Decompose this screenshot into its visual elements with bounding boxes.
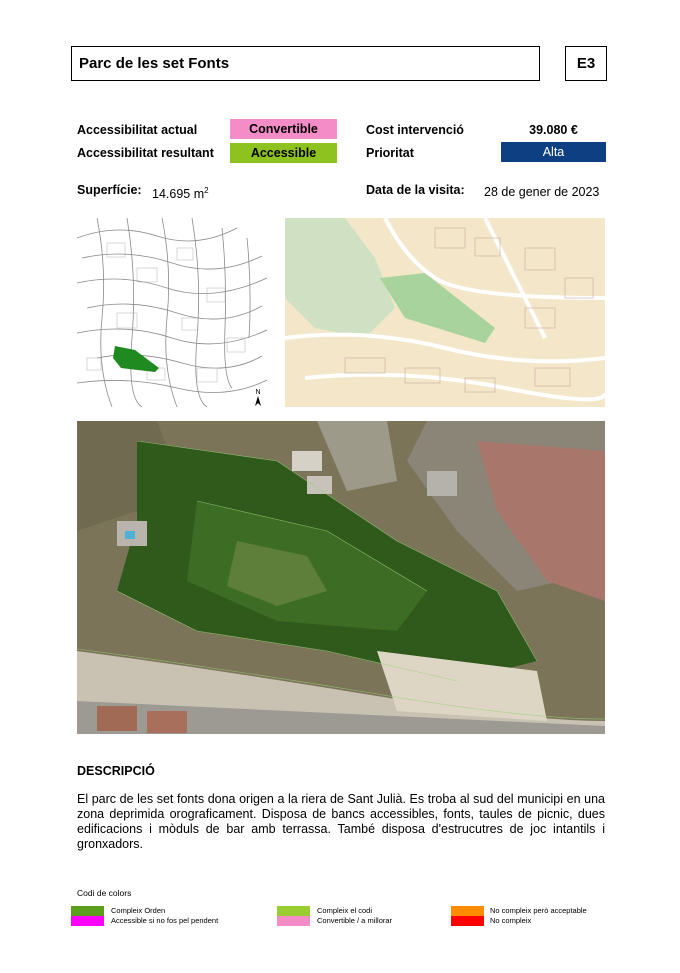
legend-swatch-no-compleix-acceptable bbox=[451, 906, 484, 916]
description-title: DESCRIPCIÓ bbox=[77, 764, 155, 778]
locator-map bbox=[77, 218, 267, 407]
data-visita-value: 28 de gener de 2023 bbox=[484, 185, 600, 199]
legend-label-no-compleix-acceptable: No compleix però acceptable bbox=[490, 906, 587, 915]
north-label: N bbox=[255, 389, 261, 396]
legend-swatch-no-compleix bbox=[451, 916, 484, 926]
legend-title: Codi de colors bbox=[77, 888, 132, 898]
data-visita-label: Data de la visita: bbox=[366, 183, 465, 197]
cadastral-map bbox=[285, 218, 605, 407]
north-arrow-icon bbox=[255, 396, 261, 406]
legend-swatch-compleix-codi bbox=[277, 906, 310, 916]
prioritat-badge: Alta bbox=[501, 142, 606, 162]
legend-label-no-compleix: No compleix bbox=[490, 916, 532, 925]
description-text: El parc de les set fonts dona origen a la riera de Sant Julià. Es troba al sud del municipi en una zona deprimida orograficament. Disposa de bancs accessibles, fonts, taules de picnic, dues edificacions i mòduls de bar amb terrassa. També disposa d'estrucutres de joc intantils i gronxadors. bbox=[77, 792, 605, 851]
legend-swatch-convertible bbox=[277, 916, 310, 926]
superficie-label: Superfície: bbox=[77, 183, 142, 197]
park-location-marker bbox=[113, 346, 159, 372]
park-code: E3 bbox=[565, 46, 607, 81]
prioritat-label: Prioritat bbox=[366, 146, 414, 160]
legend-label-compleix-codi: Compleix el codi bbox=[317, 906, 373, 915]
legend-swatch-accessible-pendent bbox=[71, 916, 104, 926]
accessibilitat-resultant-label: Accessibilitat resultant bbox=[77, 146, 214, 160]
accessibilitat-actual-badge: Convertible bbox=[230, 119, 337, 139]
cost-label: Cost intervenció bbox=[366, 123, 464, 137]
legend-swatch-compleix-orden bbox=[71, 906, 104, 916]
accessibilitat-resultant-badge: Accessible bbox=[230, 143, 337, 163]
legend-label-accessible-pendent: Accessible si no fos pel pendent bbox=[111, 916, 219, 925]
cost-value: 39.080 € bbox=[529, 123, 578, 137]
aerial-photo bbox=[77, 421, 605, 734]
superficie-value: 14.695 $m^2$ bbox=[152, 186, 209, 202]
legend-label-convertible: Convertible / a millorar bbox=[317, 916, 393, 925]
page-title: Parc de les set Fonts bbox=[71, 46, 540, 81]
accessibilitat-actual-label: Accessibilitat actual bbox=[77, 123, 198, 137]
legend-label-compleix-orden: Compleix Orden bbox=[111, 906, 166, 915]
